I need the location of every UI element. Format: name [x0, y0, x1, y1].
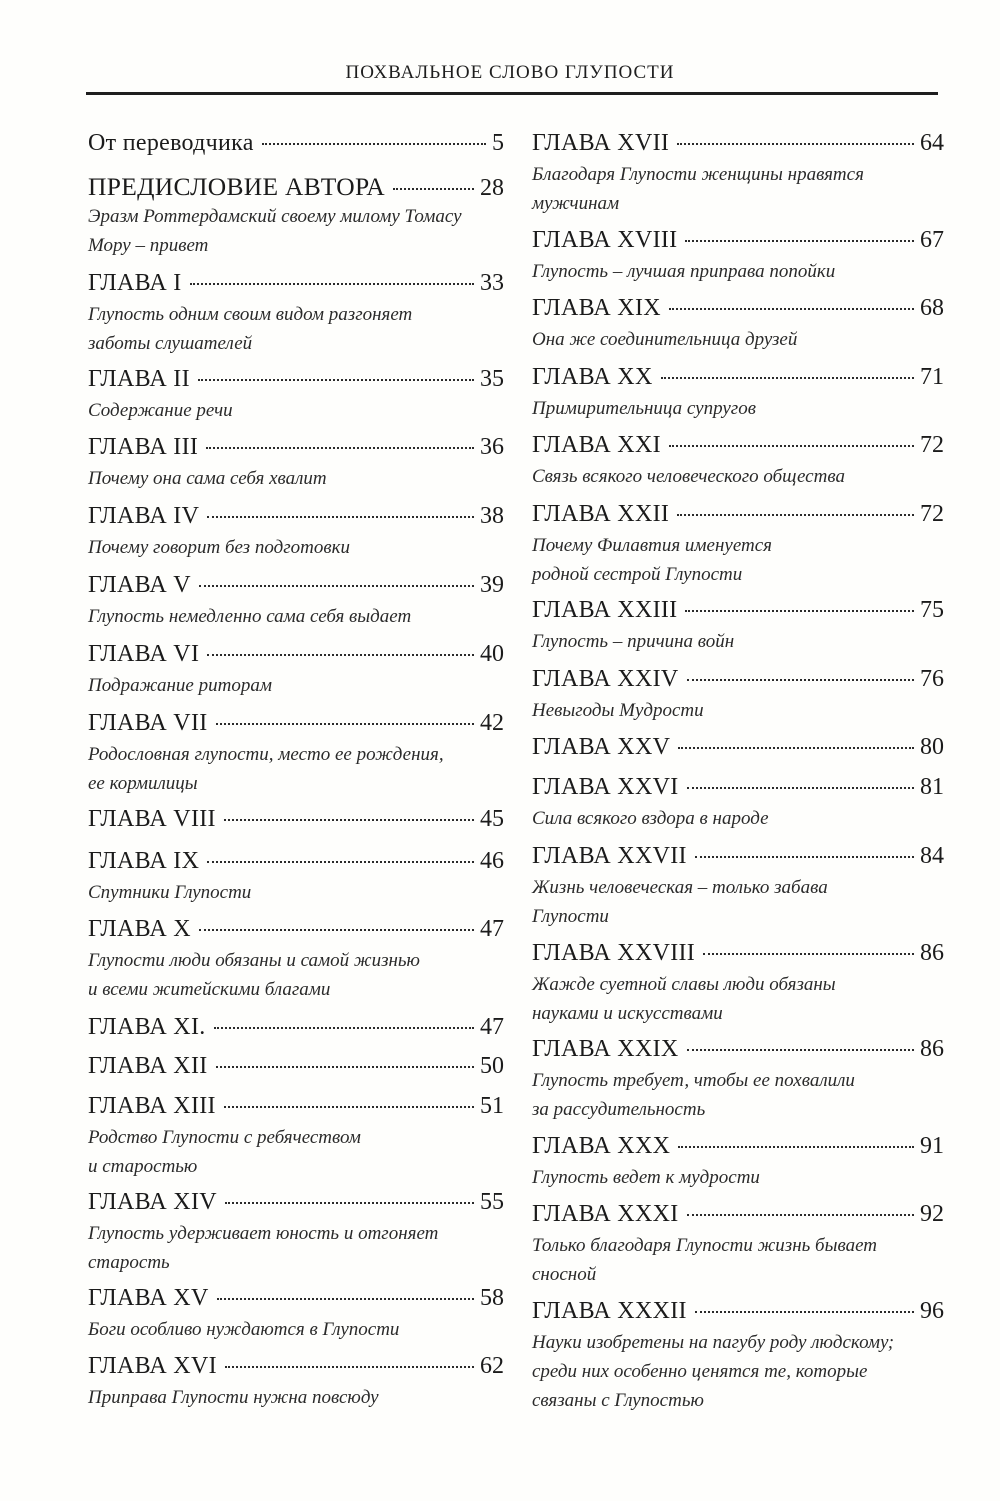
toc-entry-description: заботы слушателей	[88, 333, 253, 354]
toc-entry-description: сносной	[532, 1264, 597, 1285]
dot-leader	[207, 516, 474, 518]
toc-entry[interactable]	[88, 1189, 504, 1277]
toc-entry-page: 84	[920, 843, 944, 869]
toc-entry-title: ГЛАВА XV	[88, 1285, 209, 1311]
toc-entry-title: ГЛАВА XXVIII	[532, 940, 696, 966]
toc-entry[interactable]	[88, 806, 504, 836]
toc-entry-page: 81	[920, 774, 944, 800]
toc-entry-page: 76	[920, 666, 944, 692]
toc-entry[interactable]	[88, 1093, 504, 1181]
toc-entry-description: Почему Филавтия именуется	[532, 535, 772, 556]
dot-leader	[678, 747, 914, 749]
toc-entry-page: 75	[920, 597, 944, 623]
toc-entry-description: Глупость требует, чтобы ее похвалили	[532, 1070, 855, 1091]
toc-entry-title: ГЛАВА VIII	[88, 806, 216, 832]
toc-entry-page: 36	[480, 434, 504, 460]
toc-entry-description: Глупость – лучшая приправа попойки	[532, 261, 836, 282]
toc-entry-description: и всеми житейскими благами	[88, 979, 331, 1000]
toc-entry-line	[532, 940, 944, 970]
toc-entry-description: ее кормилицы	[88, 773, 198, 794]
dot-leader	[669, 308, 914, 310]
toc-entry-line	[88, 641, 504, 671]
toc-entry-line	[88, 1285, 504, 1315]
toc-entry-page: 86	[920, 940, 944, 966]
toc-entry-line	[532, 597, 944, 627]
toc-entry-line	[88, 572, 504, 602]
toc-entry-description: Спутники Глупости	[88, 882, 252, 903]
toc-entry-title: ПРЕДИСЛОВИЕ АВТОРА	[88, 172, 385, 201]
dot-leader	[661, 377, 914, 379]
toc-entry-title: ГЛАВА XX	[532, 364, 653, 390]
toc-entry-line	[88, 1189, 504, 1219]
toc-entry-line	[88, 270, 504, 300]
toc-entry-page: 35	[480, 366, 504, 392]
toc-entry[interactable]	[88, 434, 504, 493]
toc-entry-line	[88, 130, 504, 160]
toc-entry-description: Благодаря Глупости женщины нравятся	[532, 164, 864, 185]
toc-entry-line	[88, 172, 504, 202]
toc-entry-title: ГЛАВА IV	[88, 503, 200, 529]
toc-entry[interactable]	[532, 501, 944, 589]
toc-entry-page: 50	[480, 1053, 504, 1079]
toc-entry-line	[88, 434, 504, 464]
toc-entry-page: 80	[920, 734, 944, 760]
toc-entry-title: От переводчика	[88, 130, 254, 156]
toc-entry-page: 64	[920, 130, 944, 156]
toc-entry-title: ГЛАВА XIII	[88, 1093, 216, 1119]
toc-entry-page: 46	[480, 848, 504, 874]
dot-leader	[225, 1202, 474, 1204]
toc-entry-page: 71	[920, 364, 944, 390]
toc-entry[interactable]	[532, 1036, 944, 1124]
dot-leader	[393, 188, 474, 190]
toc-entry-title: ГЛАВА VII	[88, 710, 208, 736]
toc-entry-title: ГЛАВА XXII	[532, 501, 670, 527]
toc-entry[interactable]	[88, 1285, 504, 1344]
toc-entry-page: 72	[920, 432, 944, 458]
toc-entry[interactable]	[88, 366, 504, 425]
toc-entry-line	[532, 227, 944, 257]
dot-leader	[669, 445, 914, 447]
toc-entry[interactable]	[532, 432, 944, 491]
toc-entry[interactable]	[88, 572, 504, 631]
dot-leader	[199, 585, 474, 587]
toc-entry-page: 39	[480, 572, 504, 598]
toc-entry-line	[532, 130, 944, 160]
toc-entry-description: среди них особенно ценятся те, которые	[532, 1361, 868, 1382]
toc-entry[interactable]	[532, 227, 944, 286]
toc-entry-description: Глупость одним своим видом разгоняет	[88, 304, 413, 325]
toc-entry[interactable]	[88, 1014, 504, 1044]
dot-leader	[217, 1298, 474, 1300]
toc-entry-title: ГЛАВА XXIII	[532, 597, 678, 623]
toc-entry[interactable]	[532, 295, 944, 354]
toc-entry-description: Почему она сама себя хвалит	[88, 468, 327, 489]
toc-entry[interactable]	[532, 1298, 944, 1415]
toc-entry-title: ГЛАВА III	[88, 434, 199, 460]
toc-entry-description: Подражание риторам	[88, 675, 272, 696]
toc-entry[interactable]	[532, 734, 944, 764]
toc-entry-description: Связь всякого человеческого общества	[532, 466, 845, 487]
toc-entry[interactable]	[532, 130, 944, 218]
running-header: ПОХВАЛЬНОЕ СЛОВО ГЛУПОСТИ	[345, 62, 675, 83]
toc-entry[interactable]	[88, 916, 504, 1004]
toc-entry-description: мужчинам	[532, 193, 620, 214]
toc-entry-description: старость	[88, 1252, 170, 1273]
toc-entry-line	[532, 666, 944, 696]
toc-entry-title: ГЛАВА XXIX	[532, 1036, 679, 1062]
toc-entry-page: 68	[920, 295, 944, 321]
toc-entry-title: ГЛАВА XXXII	[532, 1298, 687, 1324]
toc-entry-line	[88, 366, 504, 396]
toc-entry-line	[532, 1201, 944, 1231]
toc-entry-title: ГЛАВА XIV	[88, 1189, 217, 1215]
dot-leader	[677, 514, 914, 516]
dot-leader	[262, 143, 486, 145]
dot-leader	[703, 953, 914, 955]
toc-entry-description: Родство Глупости с ребячеством	[88, 1127, 361, 1148]
toc-entry[interactable]	[532, 364, 944, 423]
toc-entry[interactable]	[532, 940, 944, 1028]
toc-entry-description: Глупость немедленно сама себя выдает	[88, 606, 412, 627]
toc-entry-line	[532, 774, 944, 804]
toc-entry-page: 47	[480, 1014, 504, 1040]
toc-entry-description: науками и искусствами	[532, 1003, 723, 1024]
dot-leader	[695, 1311, 914, 1313]
dot-leader	[695, 856, 914, 858]
toc-entry-line	[88, 1014, 504, 1044]
toc-entry-description: Сила всякого вздора в народе	[532, 808, 769, 829]
toc-entry-description: Мору – привет	[88, 235, 209, 256]
toc-entry[interactable]	[532, 1201, 944, 1289]
toc-entry-line	[88, 1353, 504, 1383]
dot-leader	[216, 723, 474, 725]
dot-leader	[687, 679, 915, 681]
toc-entry-line	[88, 710, 504, 740]
toc-entry-description: Родословная глупости, место ее рождения,	[88, 744, 444, 765]
dot-leader	[224, 819, 474, 821]
toc-entry-title: ГЛАВА XII	[88, 1053, 208, 1079]
dot-leader	[677, 143, 914, 145]
toc-entry-description: Глупость – причина войн	[532, 631, 735, 652]
toc-entry-line	[532, 1133, 944, 1163]
toc-entry-page: 92	[920, 1201, 944, 1227]
toc-entry-page: 38	[480, 503, 504, 529]
toc-entry-description: и старостью	[88, 1156, 198, 1177]
toc-entry-description: Науки изобретены на пагубу роду людскому;	[532, 1332, 895, 1353]
toc-entry-page: 91	[920, 1133, 944, 1159]
dot-leader	[687, 1214, 915, 1216]
toc-entry-page: 62	[480, 1353, 504, 1379]
toc-entry-line	[532, 734, 944, 764]
toc-entry[interactable]	[532, 1133, 944, 1192]
toc-entry[interactable]	[88, 848, 504, 907]
toc-entry-title: ГЛАВА V	[88, 572, 191, 598]
toc-entry-page: 58	[480, 1285, 504, 1311]
toc-entry-description: Почему говорит без подготовки	[88, 537, 350, 558]
toc-entry-title: ГЛАВА XXVI	[532, 774, 679, 800]
toc-entry-page: 33	[480, 270, 504, 296]
toc-entry-description: за рассудительность	[532, 1099, 706, 1120]
toc-entry[interactable]	[88, 270, 504, 358]
toc-entry[interactable]	[532, 843, 944, 931]
toc-entry-page: 47	[480, 916, 504, 942]
dot-leader	[199, 929, 474, 931]
toc-entry[interactable]	[88, 172, 504, 260]
toc-entry-title: ГЛАВА XVIII	[532, 227, 678, 253]
toc-entry[interactable]	[532, 597, 944, 656]
toc-entry-description: Невыгоды Мудрости	[532, 700, 704, 721]
toc-entry-page: 51	[480, 1093, 504, 1119]
toc-entry-page: 42	[480, 710, 504, 736]
dot-leader	[685, 240, 914, 242]
toc-entry-title: ГЛАВА XXXI	[532, 1201, 679, 1227]
toc-entry[interactable]	[88, 1053, 504, 1083]
toc-entry-title: ГЛАВА XVII	[532, 130, 670, 156]
toc-entry-line	[532, 295, 944, 325]
toc-entry-title: ГЛАВА XVI	[88, 1353, 217, 1379]
toc-entry-description: Глупости	[532, 906, 609, 927]
toc-entry-line	[532, 501, 944, 531]
dot-leader	[224, 1106, 474, 1108]
toc-entry-title: ГЛАВА II	[88, 366, 190, 392]
toc-entry-description: Содержание речи	[88, 400, 233, 421]
toc-entry-title: ГЛАВА XXIV	[532, 666, 679, 692]
toc-entry[interactable]	[88, 641, 504, 700]
toc-entry-line	[532, 1298, 944, 1328]
toc-entry-line	[88, 916, 504, 946]
toc-entry[interactable]	[88, 1353, 504, 1412]
toc-entry-page: 45	[480, 806, 504, 832]
toc-entry-description: Она же соединительница друзей	[532, 329, 798, 350]
toc-entry-page: 72	[920, 501, 944, 527]
toc-entry-description: Глупость удерживает юность и отгоняет	[88, 1223, 439, 1244]
toc-entry-line	[88, 806, 504, 836]
toc-entry-description: Боги особливо нуждаются в Глупости	[88, 1319, 400, 1340]
dot-leader	[198, 379, 474, 381]
dot-leader	[678, 1146, 914, 1148]
toc-entry-page: 28	[480, 175, 504, 201]
toc-entry-description: родной сестрой Глупости	[532, 564, 743, 585]
toc-entry-page: 67	[920, 227, 944, 253]
toc-entry-description: связаны с Глупостью	[532, 1390, 704, 1411]
toc-entry-page: 96	[920, 1298, 944, 1324]
toc-entry-title: ГЛАВА X	[88, 916, 191, 942]
toc-entry-line	[532, 843, 944, 873]
toc-entry-title: ГЛАВА I	[88, 270, 182, 296]
toc-entry[interactable]	[532, 774, 944, 833]
header-rule	[86, 92, 938, 95]
toc-entry-line	[88, 503, 504, 533]
toc-entry[interactable]	[532, 666, 944, 725]
toc-entry-line	[532, 364, 944, 394]
toc-entry-description: Эразм Роттердамский своему милому Томасу	[88, 206, 462, 227]
toc-entry-page: 40	[480, 641, 504, 667]
toc-entry-description: Приправа Глупости нужна повсюду	[88, 1387, 379, 1408]
toc-entry-line	[88, 848, 504, 878]
toc-entry-description: Только благодаря Глупости жизнь бывает	[532, 1235, 877, 1256]
toc-entry-title: ГЛАВА XXI	[532, 432, 661, 458]
toc-entry-description: Примирительница супругов	[532, 398, 756, 419]
dot-leader	[216, 1066, 474, 1068]
toc-entry-title: ГЛАВА XIX	[532, 295, 661, 321]
toc-entry[interactable]	[88, 130, 504, 160]
toc-entry-description: Глупость ведет к мудрости	[532, 1167, 760, 1188]
dot-leader	[214, 1027, 474, 1029]
toc-entry-description: Глупости люди обязаны и самой жизнью	[88, 950, 420, 971]
dot-leader	[225, 1366, 474, 1368]
toc-entry-line	[88, 1093, 504, 1123]
toc-entry-title: ГЛАВА IX	[88, 848, 200, 874]
toc-entry-title: ГЛАВА XI.	[88, 1014, 206, 1040]
toc-entry-description: Жизнь человеческая – только забава	[532, 877, 828, 898]
toc-entry-page: 55	[480, 1189, 504, 1215]
dot-leader	[190, 283, 474, 285]
toc-entry-title: ГЛАВА XXX	[532, 1133, 671, 1159]
toc-entry-page: 86	[920, 1036, 944, 1062]
dot-leader	[687, 1049, 915, 1051]
toc-entry[interactable]	[88, 503, 504, 562]
toc-entry-title: ГЛАВА VI	[88, 641, 200, 667]
toc-entry-line	[532, 1036, 944, 1066]
dot-leader	[207, 861, 474, 863]
dot-leader	[206, 447, 474, 449]
dot-leader	[685, 610, 914, 612]
toc-entry-page: 5	[492, 130, 504, 156]
dot-leader	[687, 787, 915, 789]
toc-entry-description: Жажде суетной славы люди обязаны	[532, 974, 836, 995]
toc-entry-line	[88, 1053, 504, 1083]
toc-entry-title: ГЛАВА XXV	[532, 734, 671, 760]
toc-entry-title: ГЛАВА XXVII	[532, 843, 687, 869]
dot-leader	[207, 654, 474, 656]
toc-entry-line	[532, 432, 944, 462]
toc-entry[interactable]	[88, 710, 504, 798]
